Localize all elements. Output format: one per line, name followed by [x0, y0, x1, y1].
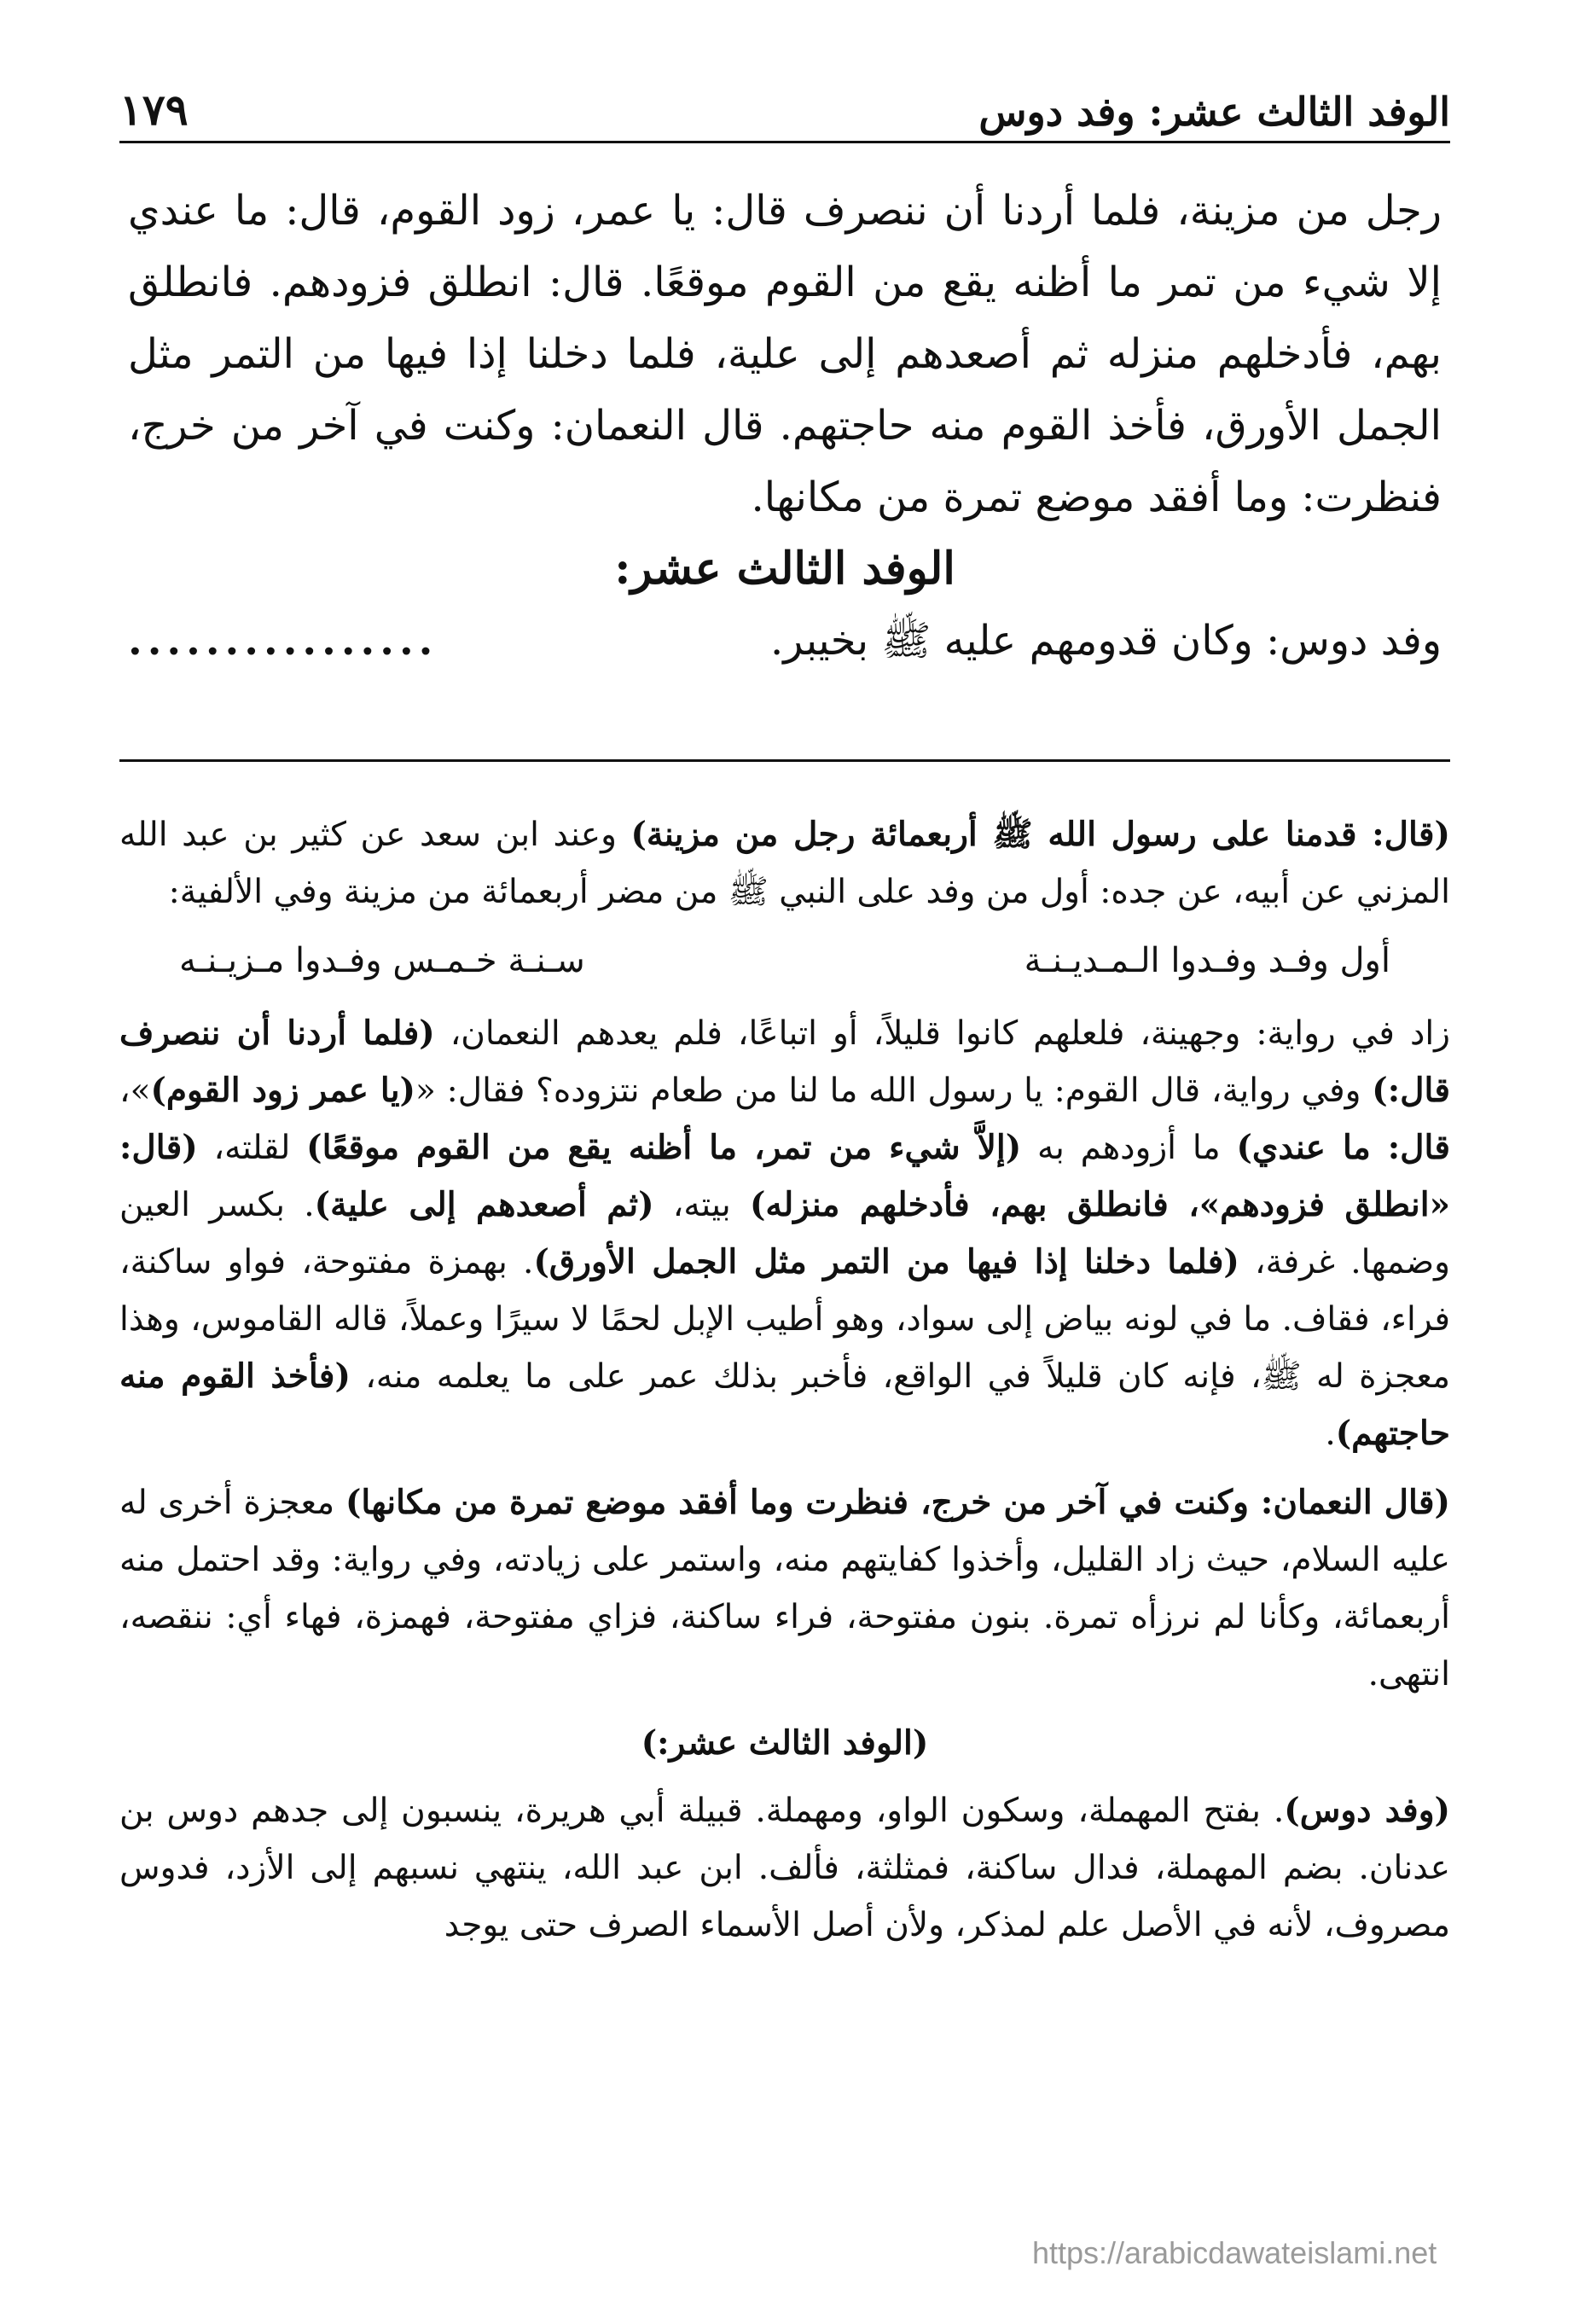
quoted-text: (يا عمر زود القوم) — [150, 1071, 416, 1110]
commentary-text-span: وفي رواية، قال القوم: يا رسول الله ما لنا من طعام نتزوده؟ فقال: « — [415, 1072, 1373, 1110]
commentary-text-span: . بهمزة مفتوحة، فواو ساكنة، فراء، فقاف. ما في لونه بياض إلى سواد، وهو أطيب الإبل لحمًا لا سيرًا وعملاً، قاله القاموس، وهذا معجزة له ﷺ، فإنه كان قليلاً في الواقع، فأخبر بذلك عمر على ما يعلمه منه، — [119, 1243, 1451, 1396]
quoted-text: (وفد دوس) — [1284, 1791, 1450, 1830]
commentary-text-span: ما أزودهم به — [1021, 1129, 1237, 1167]
page-number: ١٧٩ — [119, 84, 189, 135]
commentary-text-span: . — [1325, 1415, 1336, 1453]
commentary-text-span: . بفتح المهملة، وسكون الواو، ومهملة. قبيلة أبي هريرة، ينسبون إلى جدهم دوس بن عدنان. بضم المهملة، فدال ساكنة، فمثلثة، فألف. ابن عبد الله، ينتهي نسبهم إلى الأزد، فدوس مصروف، لأنه في الأصل علم لمذكر، ولأن أصل الأسماء الصرف حتى يوجد — [119, 1792, 1450, 1944]
main-paragraph: رجل من مزينة، فلما أردنا أن ننصرف قال: يا عمر، زود القوم، قال: ما عندي إلا شيء من تمر ما أظنه يقع من القوم موقعًا. قال: انطلق فزودهم. فانطلق بهم، فأدخلهم منزله ثم أصعدهم إلى علية، فلما دخلنا إذا فيها من التمر مثل الجمل الأورق، فأخذ القوم منه حاجتهم. قال النعمان: وكنت في آخر من خرج، فنظرت: وما أفقد موضع تمرة من مكانها. — [128, 187, 1442, 521]
verse-second-hemistich: سـنـة خـمـس وفـدوا مـزيـنـه — [179, 941, 585, 980]
commentary-paragraph — [119, 1474, 1450, 1703]
poetry-verse — [119, 933, 1450, 990]
page-header — [119, 75, 1450, 135]
quoted-text: (قال النعمان: وكنت في آخر من خرج، فنظرت وما أفقد موضع تمرة من مكانها) — [345, 1483, 1450, 1522]
section-heading: الوفد الثالث عشر: — [614, 543, 955, 595]
quoted-text: (قال: «انطلق فزودهم»، فانطلق بهم، فأدخلهم منزله) — [119, 1128, 1450, 1224]
quoted-text: قال: ما عندي) — [1236, 1128, 1450, 1167]
commentary-paragraph — [119, 1782, 1450, 1954]
main-paragraph-text: وفد دوس: وكان قدومهم عليه ﷺ بخيبر. — [770, 617, 1442, 665]
main-text — [128, 175, 1442, 677]
commentary-paragraph — [119, 806, 1450, 921]
quoted-text: (قال: قدمنا على رسول الله ﷺ أربعمائة رجل من مزينة) — [630, 815, 1450, 854]
running-title: الوفد الثالث عشر: وفد دوس — [978, 89, 1450, 135]
quoted-text: (فلما دخلنا إذا فيها من التمر مثل الجمل الأورق) — [533, 1242, 1239, 1281]
commentary-text-span: وعند ابن سعد عن كثير بن عبد الله المزني عن أبيه، عن جده: أول من وفد على النبي ﷺ من مضر أربعمائة من مزينة وفي الألفية: — [119, 816, 1450, 911]
commentary-text-span: بيته، — [653, 1186, 750, 1224]
quoted-text: (فأخذ القوم منه حاجتهم) — [119, 1357, 1450, 1453]
verse-first-hemistich: أول وفـد وفـدوا الـمـديـنـة — [1024, 941, 1390, 980]
ellipsis-dots: ................ — [128, 617, 438, 665]
commentary-text-span: »، — [119, 1072, 151, 1110]
footnote-separator — [119, 759, 1450, 762]
header-rule — [119, 141, 1450, 143]
main-paragraph-last — [128, 605, 1442, 677]
commentary-text — [119, 806, 1450, 1966]
quoted-text: (ثم أصعدهم إلى علية) — [314, 1185, 654, 1224]
commentary-text-span: زاد في رواية: وجهينة، فلعلهم كانوا قليلاً، أو اتباعًا، فلم يعدهم النعمان، — [434, 1014, 1450, 1053]
watermark-url: https://arabicdawateislami.net — [1032, 2235, 1437, 2270]
commentary-paragraph — [119, 1005, 1450, 1462]
commentary-text-span: لقلته، — [197, 1129, 307, 1167]
commentary-text-span: . بكسر العين وضمها. غرفة، — [119, 1186, 1451, 1281]
quoted-text: (فلما أردنا أن ننصرف قال:) — [119, 1014, 1450, 1110]
commentary-heading: (الوفد الثالث عشر:) — [641, 1723, 929, 1763]
commentary-text-span: معجزة أخرى له عليه السلام، حيث زاد القليل، وأخذوا كفايتهم منه، واستمر على زيادته، وفي رواية: وقد احتمل منه أربعمائة، وكأنا لم نرزأه تمرة. بنون مفتوحة، فراء ساكنة، فزاي مفتوحة، فهمزة، فهاء أي: ننقصه، انتهى. — [119, 1484, 1450, 1694]
quoted-text: (إلاَّ شيء من تمر، ما أظنه يقع من القوم موقعًا) — [306, 1128, 1022, 1167]
